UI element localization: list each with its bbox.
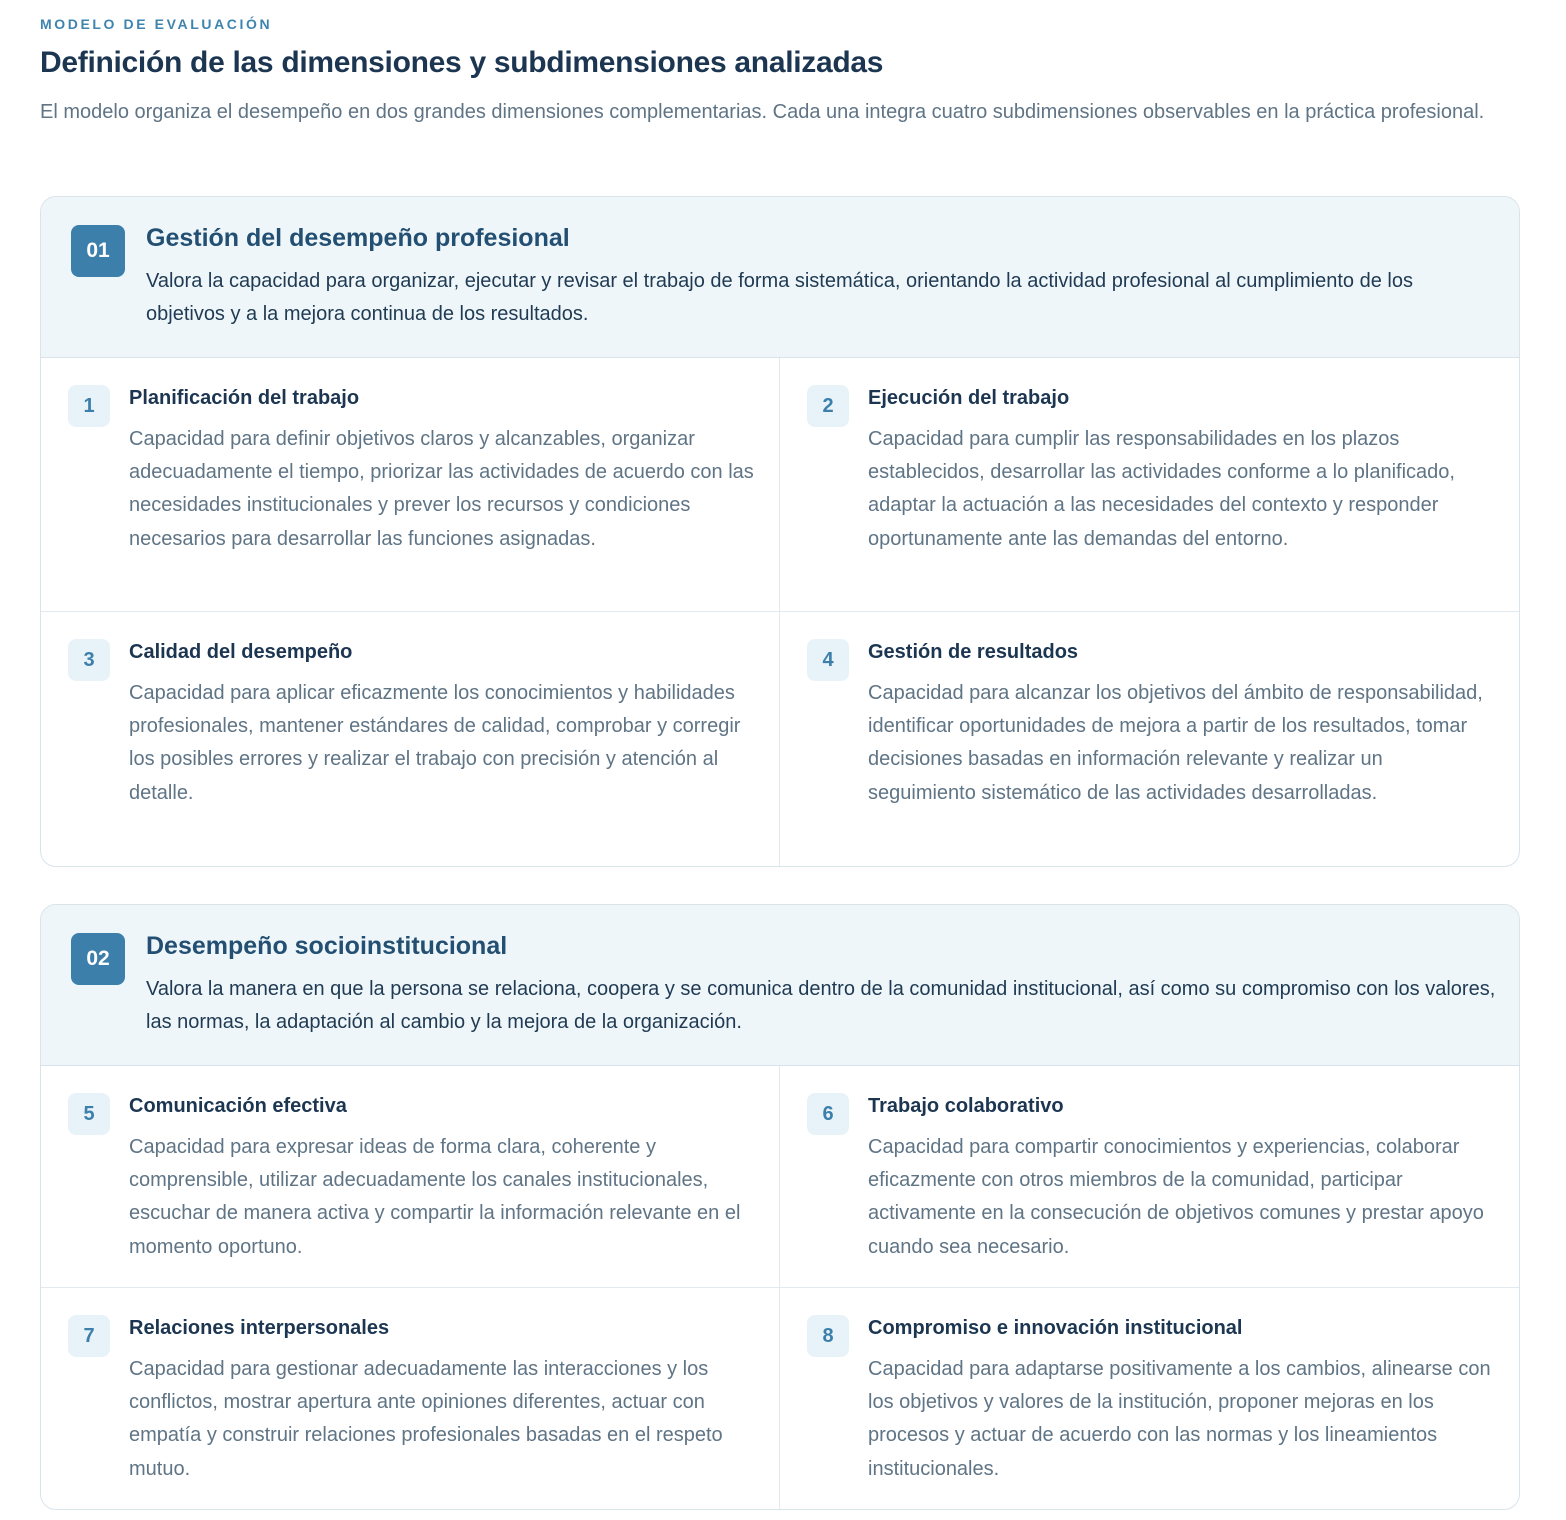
subdimension-grid	[41, 1066, 1519, 1510]
dimension-description: Valora la manera en que la persona se relaciona, coopera y se comunica dentro de la comunidad institucional, así como su compromiso con los valores, las normas, la adaptación al cambio y la mejora de la organización.	[146, 978, 1496, 1033]
subdimension-description: Capacidad para aplicar eficazmente los conocimientos y habilidades profesionales, mantener estándares de calidad, comprobar y corregir los posibles errores y realizar el trabajo con precisión y atención al detalle.	[129, 682, 741, 804]
subdimension-number: 2	[807, 385, 849, 427]
page-title: Definición de las dimensiones y subdimensiones analizadas	[40, 46, 884, 79]
subdimension-title: Planificación del trabajo	[129, 387, 360, 409]
subdimension-title: Trabajo colaborativo	[868, 1095, 1064, 1117]
eyebrow-label: MODELO DE EVALUACIÓN	[40, 16, 273, 32]
subdimension-card-3	[41, 612, 780, 866]
dimension-title: Gestión del desempeño profesional	[146, 224, 570, 252]
subdimension-grid	[41, 358, 1519, 866]
dimension-title: Desempeño socioinstitucional	[146, 932, 508, 960]
subdimension-title: Calidad del desempeño	[129, 641, 353, 663]
subdimension-number: 1	[68, 385, 110, 427]
subdimension-description: Capacidad para gestionar adecuadamente las interacciones y los conflictos, mostrar apertura ante opiniones diferentes, actuar con empatía y construir relaciones profesionales basadas en el respeto mutuo.	[129, 1358, 723, 1480]
subdimension-number: 6	[807, 1093, 849, 1135]
subdimension-title: Comunicación efectiva	[129, 1095, 347, 1117]
subdimension-card-1	[41, 358, 780, 612]
subdimension-number: 8	[807, 1315, 849, 1357]
subdimension-title: Ejecución del trabajo	[868, 387, 1070, 409]
subdimension-description: Capacidad para adaptarse positivamente a los cambios, alinearse con los objetivos y valores de la institución, proponer mejoras en los procesos y actuar de acuerdo con las normas y los lineamientos institucionales.	[868, 1358, 1491, 1480]
dimension-badge: 02	[71, 933, 125, 985]
dimension-header	[41, 197, 1519, 358]
dimension-card-1	[40, 196, 1520, 867]
subdimension-description: Capacidad para compartir conocimientos y experiencias, colaborar eficazmente con otros miembros de la comunidad, participar activamente en la consecución de objetivos comunes y prestar apoyo cuando sea necesario.	[868, 1136, 1484, 1258]
dimension-badge: 01	[71, 225, 125, 277]
dimension-card-2	[40, 904, 1520, 1510]
subdimension-number: 7	[68, 1315, 110, 1357]
subdimension-card-2	[780, 358, 1519, 612]
subdimension-description: Capacidad para expresar ideas de forma clara, coherente y comprensible, utilizar adecuadamente los canales institucionales, escuchar de manera activa y compartir la información relevante en el momento oportuno.	[129, 1136, 741, 1258]
subdimension-card-8	[780, 1288, 1519, 1510]
subdimension-description: Capacidad para cumplir las responsabilidades en los plazos establecidos, desarrollar las actividades conforme a lo planificado, adaptar la actuación a las necesidades del contexto y responder oportunamente ante las demandas del entorno.	[868, 428, 1455, 550]
dimension-header	[41, 905, 1519, 1066]
subdimension-description: Capacidad para alcanzar los objetivos del ámbito de responsabilidad, identificar oportunidades de mejora a partir de los resultados, tomar decisiones basadas en información relevante y realizar un seguimiento sistemático de las actividades desarrolladas.	[868, 682, 1483, 804]
subdimension-title: Compromiso e innovación institucional	[868, 1317, 1243, 1339]
subdimension-card-4	[780, 612, 1519, 866]
subdimension-number: 5	[68, 1093, 110, 1135]
dimension-description: Valora la capacidad para organizar, ejecutar y revisar el trabajo de forma sistemática, orientando la actividad profesional al cumplimiento de los objetivos y a la mejora continua de los resultados.	[146, 270, 1413, 325]
subdimension-number: 4	[807, 639, 849, 681]
subdimension-card-5	[41, 1066, 780, 1288]
page-intro: El modelo organiza el desempeño en dos grandes dimensiones complementarias. Cada una integra cuatro subdimensiones observables en la práctica profesional.	[40, 101, 1485, 123]
subdimension-card-7	[41, 1288, 780, 1510]
subdimension-card-6	[780, 1066, 1519, 1288]
subdimension-number: 3	[68, 639, 110, 681]
subdimension-description: Capacidad para definir objetivos claros y alcanzables, organizar adecuadamente el tiempo, priorizar las actividades de acuerdo con las necesidades institucionales y prever los recursos y condiciones necesarios para desarrollar las funciones asignadas.	[129, 428, 754, 550]
subdimension-title: Relaciones interpersonales	[129, 1317, 390, 1339]
subdimension-title: Gestión de resultados	[868, 641, 1079, 663]
